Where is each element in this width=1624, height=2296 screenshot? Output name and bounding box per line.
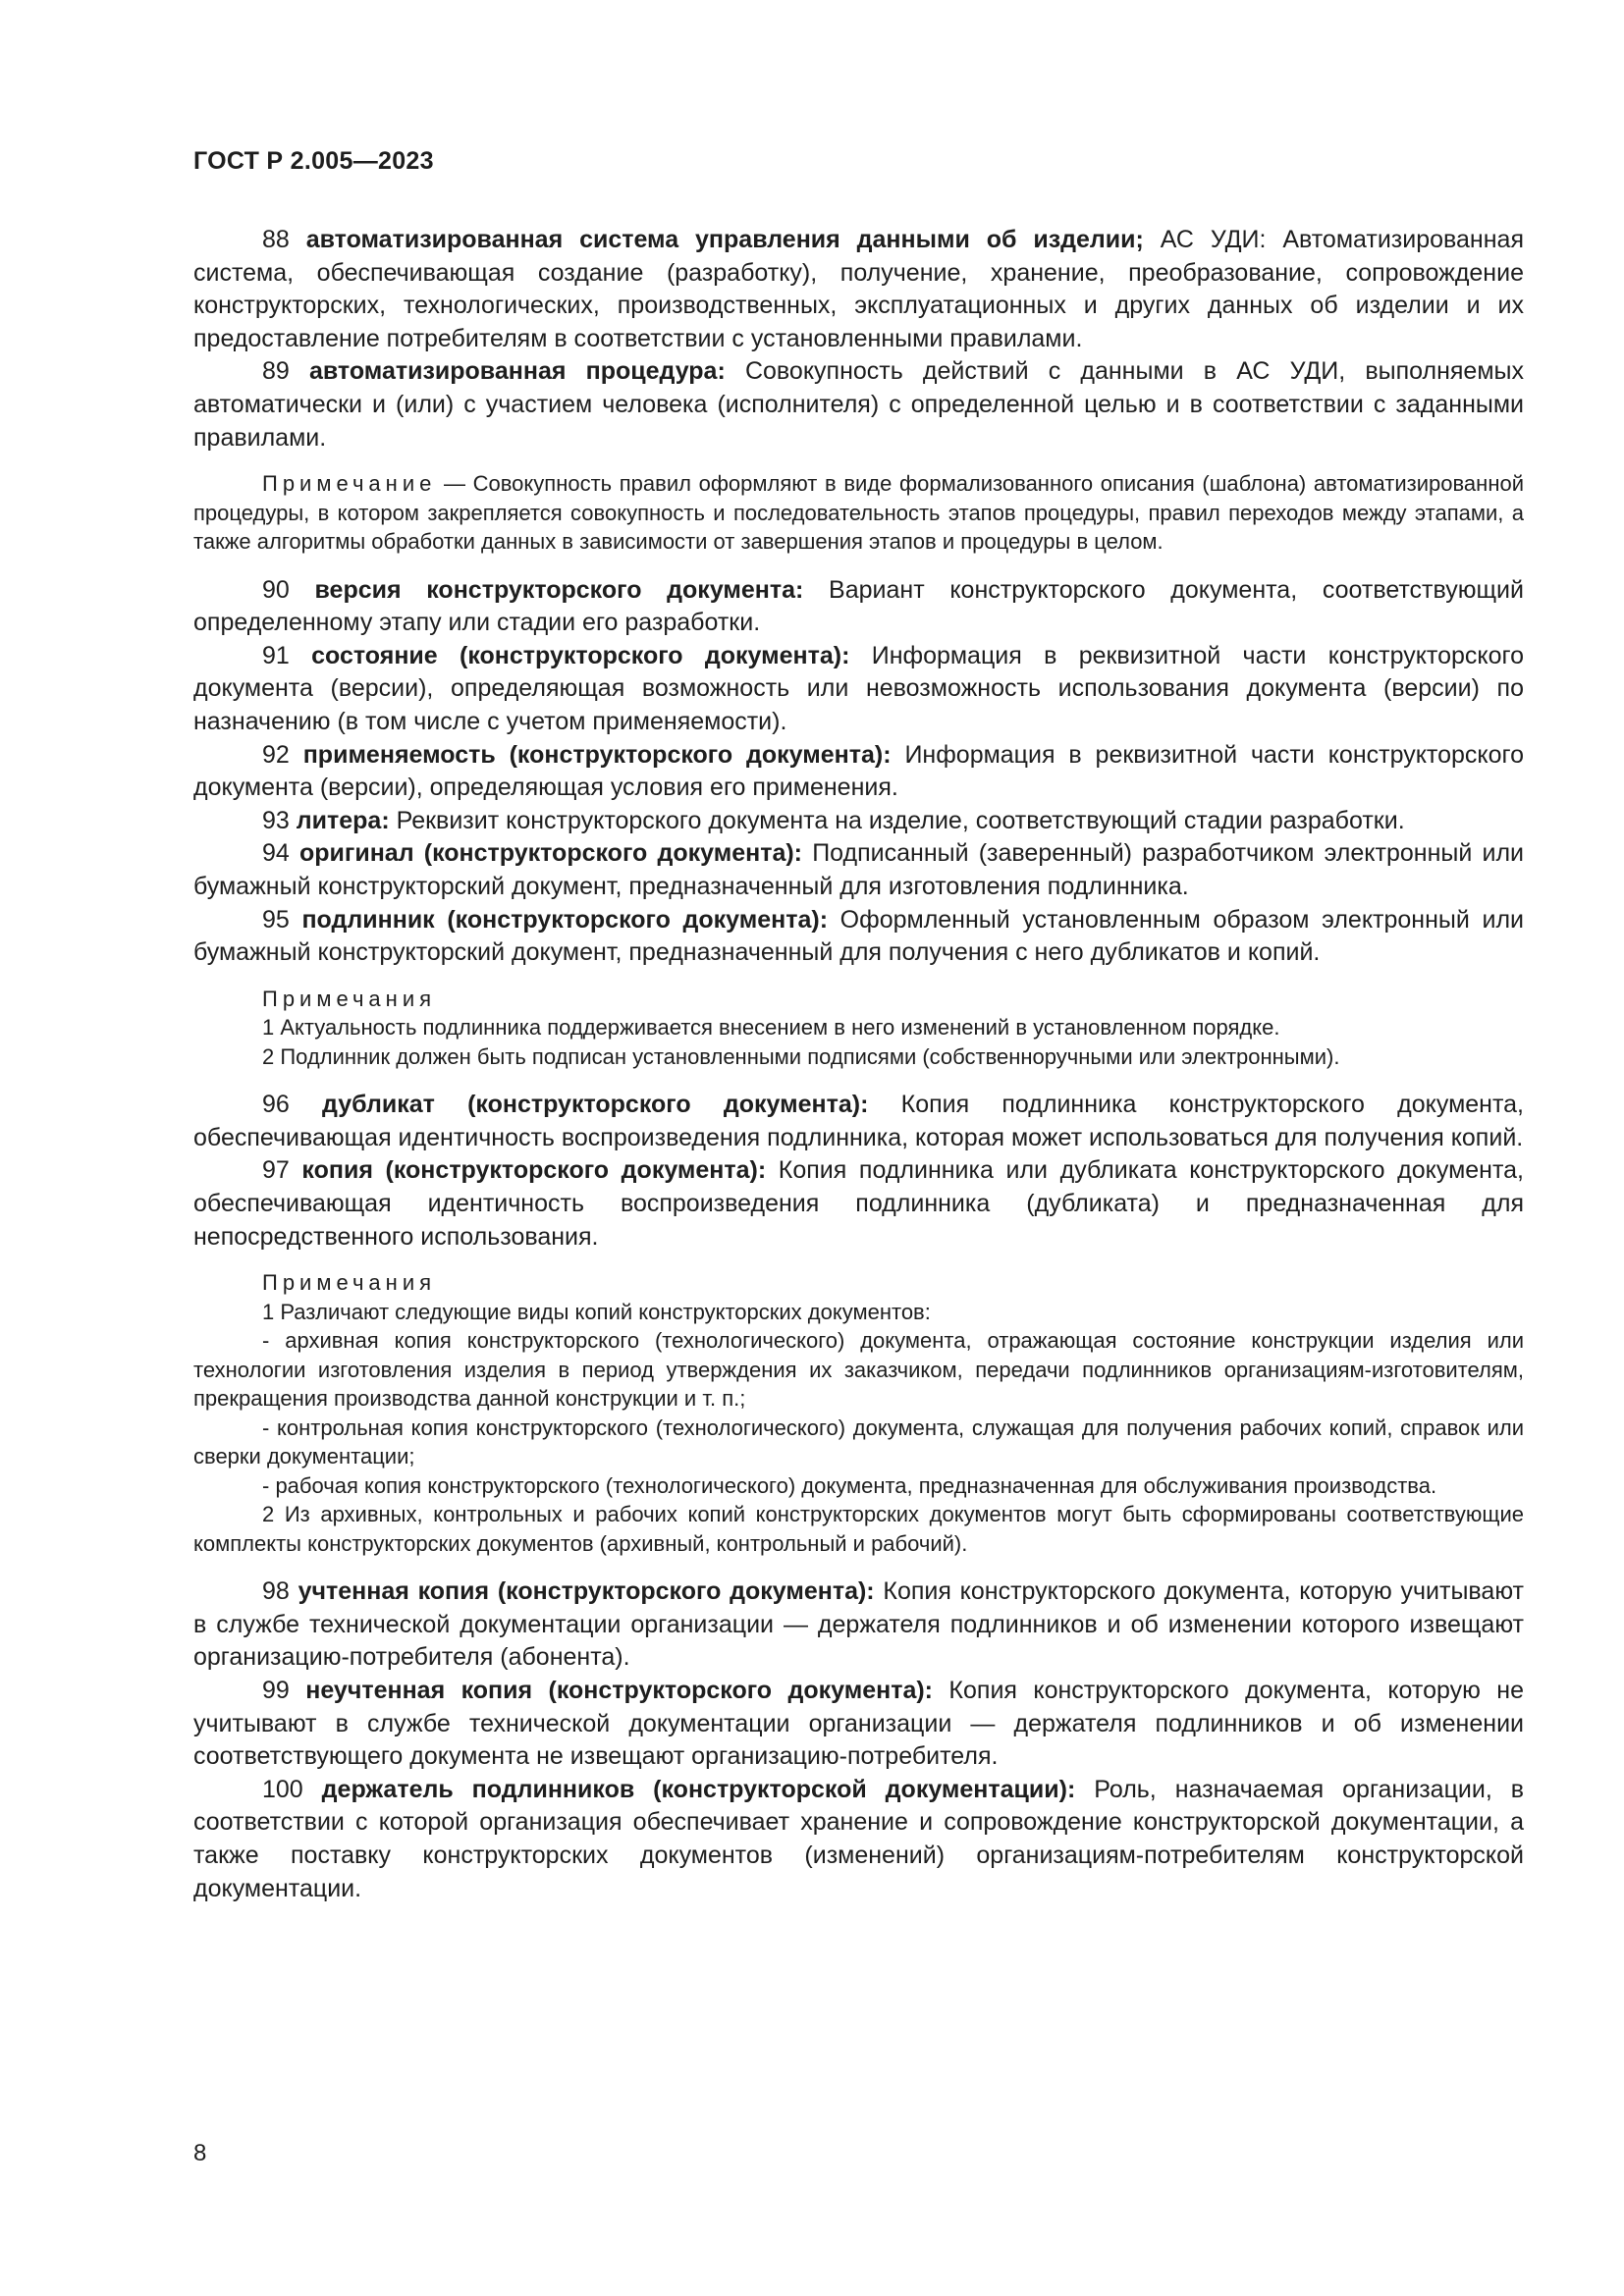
notes-97 (193, 1268, 1524, 1558)
note-item: - контрольная копия конструкторского (технологического) документа, служащая для получения рабочих копий, справок или сверки документации; (193, 1415, 1524, 1469)
term-name: автоматизированная процедура: (308, 357, 726, 386)
term-entry-88 (193, 224, 1524, 355)
term-name: литера: (296, 806, 390, 834)
entry-number: 91 (262, 641, 290, 669)
notes-label: Примечания (262, 986, 437, 1011)
notes-95 (193, 985, 1524, 1072)
term-definition: Копия подлинника или дубликата конструкторского документа, обеспечивающая идентичность воспроизведения подлинника (дубликата) и предназначенная для непосредственного использования. (193, 1156, 1524, 1251)
term-name: оригинал (конструкторского документа): (299, 839, 803, 868)
term-definition: Информация в реквизитной части конструкторского документа (версии), определяющая условия его применения. (193, 740, 1524, 802)
term-entry-98 (193, 1575, 1524, 1675)
term-definition: АС УДИ: Автоматизированная система, обеспечивающая создание (разработку), получение, хранение, преобразование, сопровождение конструкторских, технологических, производственных, эксплуатационных и других данных об изделии и их предоставление потребителям в соответствии с установленными правилами. (193, 226, 1524, 352)
note-item: 1 Различают следующие виды копий конструкторских документов: (262, 1299, 931, 1324)
term-entry-100 (193, 1774, 1524, 1905)
term-definition: Вариант конструкторского документа, соответствующий определенному этапу или стадии его разработки. (193, 575, 1524, 637)
term-name: держатель подлинников (конструкторской документации): (321, 1775, 1076, 1803)
entry-number: 97 (262, 1156, 290, 1185)
note-text: — Совокупность правил оформляют в виде формализованного описания (шаблона) автоматизированной процедуры, в котором закрепляется совокупность и последовательность этапов процедуры, правил переходов между этапами, а также алгоритмы обработки данных в зависимости от завершения этапов и процедуры в целом. (193, 471, 1524, 555)
term-name: неучтенная копия (конструкторского документа): (305, 1677, 934, 1705)
document-header: ГОСТ Р 2.005—2023 (193, 147, 434, 175)
term-entry-91 (193, 640, 1524, 739)
term-entry-92 (193, 739, 1524, 805)
page-number: 8 (193, 2140, 207, 2166)
entry-number: 93 (262, 806, 290, 834)
term-name: автоматизированная система управления данными об изделии; (305, 226, 1144, 253)
term-entry-94 (193, 837, 1524, 903)
term-entry-97 (193, 1154, 1524, 1254)
term-entry-89 (193, 355, 1524, 454)
term-definition: Копия конструкторского документа, которую не учитывают в службе технической документации организации — держателя подлинников и об изменении соответствующего документа не извещают организацию-потребителя. (193, 1677, 1524, 1771)
note-89 (193, 469, 1524, 557)
entry-number: 96 (262, 1091, 290, 1119)
term-definition: Оформленный установленным образом электронный или бумажный конструкторский документ, предназначенный для получения с него дубликатов и копий. (193, 905, 1524, 967)
notes-label: Примечания (262, 1270, 437, 1296)
note-item: - рабочая копия конструкторского (технологического) документа, предназначенная для обслуживания производства. (262, 1472, 1437, 1498)
term-entry-95 (193, 904, 1524, 970)
term-name: копия (конструкторского документа): (301, 1156, 767, 1185)
term-entry-96 (193, 1089, 1524, 1154)
note-label: Примечание (262, 471, 437, 497)
term-entry-93 (193, 805, 1524, 838)
term-name: применяемость (конструкторского документа): (302, 740, 892, 769)
term-name: дубликат (конструкторского документа): (322, 1091, 869, 1119)
entry-number: 92 (262, 740, 290, 769)
term-definition: Реквизит конструкторского документа на изделие, соответствующий стадии разработки. (389, 806, 1405, 834)
note-item: 2 Подлинник должен быть подписан установленными подписями (собственноручными или электронными). (262, 1043, 1340, 1069)
term-name: подлинник (конструкторского документа): (301, 905, 829, 934)
entry-number: 89 (262, 357, 290, 386)
term-definition: Информация в реквизитной части конструкторского документа (версии), определяющая возможность или невозможность использования документа (версии) по назначению (в том числе с учетом применяемости). (193, 641, 1524, 736)
note-item: 1 Актуальность подлинника поддерживается внесением в него изменений в установленном порядке. (262, 1015, 1280, 1041)
document-body (193, 224, 1524, 1905)
term-definition: Копия конструкторского документа, которую учитывают в службе технической документации организации — держателя подлинников и об изменении которого извещают организацию-потребителя (абонента). (193, 1577, 1524, 1672)
term-definition: Совокупность действий с данными в АС УДИ, выполняемых автоматически и (или) с участием человека (исполнителя) с определенной целью и в соответствии с заданными правилами. (193, 357, 1524, 452)
note-item: 2 Из архивных, контрольных и рабочих копий конструкторских документов могут быть сформированы соответствующие комплекты конструкторских документов (архивный, контрольный и рабочий). (193, 1502, 1524, 1556)
term-definition: Копия подлинника конструкторского документа, обеспечивающая идентичность воспроизведения подлинника, которая может использоваться для получения копий. (193, 1091, 1524, 1151)
term-name: версия конструкторского документа: (314, 575, 804, 604)
term-name: состояние (конструкторского документа): (311, 641, 850, 669)
entry-number: 100 (262, 1775, 303, 1803)
term-definition: Роль, назначаемая организации, в соответствии с которой организация обеспечивает хранение и сопровождение конструкторской документации, а также поставку конструкторских документов (изменений) организациям-потребителям конструкторской документации. (193, 1775, 1524, 1902)
entry-number: 95 (262, 905, 290, 934)
entry-number: 99 (262, 1677, 290, 1705)
entry-number: 98 (262, 1577, 290, 1606)
term-name: учтенная копия (конструкторского документа): (298, 1577, 875, 1606)
note-item: - архивная копия конструкторского (технологического) документа, отражающая состояние конструкции изделия или технологии изготовления изделия в период утверждения их заказчиком, передачи подлинников организациям-изготовителям, прекращения производства данной конструкции и т. п.; (193, 1328, 1524, 1412)
term-definition: Подписанный (заверенный) разработчиком электронный или бумажный конструкторский документ, предназначенный для изготовления подлинника. (193, 839, 1525, 900)
entry-number: 94 (262, 839, 290, 868)
entry-number: 90 (262, 575, 290, 604)
term-entry-99 (193, 1675, 1524, 1774)
term-entry-90 (193, 574, 1524, 640)
entry-number: 88 (262, 226, 290, 253)
